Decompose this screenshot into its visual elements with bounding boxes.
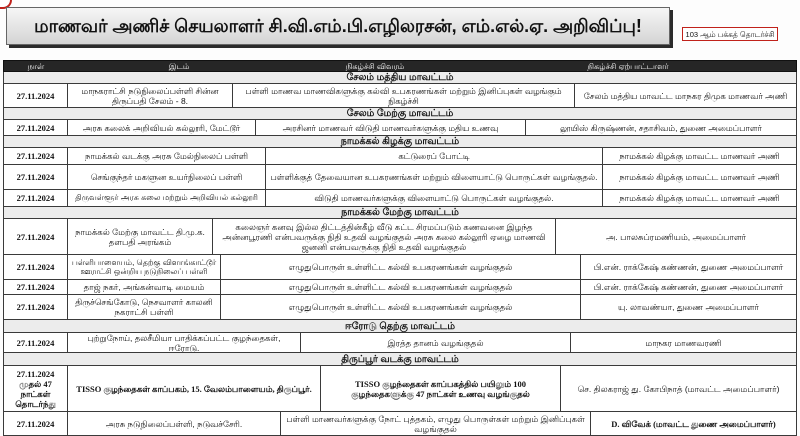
cell-organizer: D. விவேக் (மாவட்ட துணை அமைப்பாளர்) xyxy=(611,418,776,429)
cell-event: கலைஞர் கனவு இல்ல திட்டத்தின்கீழ் வீடு கட்ட சிரமப்படும் கணவனை இழந்த அன்னபூரணி என்பவருக்கு நிதி உதவி வழங்குதல் அரசு கலை கல்லூரி ஏழை மாணவி ஜனனி என்பவருக்கு நிதி உதவி வழங்குதல் xyxy=(213,219,556,254)
table-row xyxy=(3,412,797,436)
table-row xyxy=(3,333,797,353)
cell-organizer: பி.என். ராக்கேஷ் கண்ணன், துணை அமைப்பாளர் xyxy=(593,262,784,272)
cell-place: நாமக்கல் வடக்கு அரசு மேல்நிலைப் பள்ளி xyxy=(68,148,266,164)
district-heading: நாமக்கல் கிழக்கு மாவட்டம் xyxy=(3,136,797,148)
table-row xyxy=(3,219,797,255)
cell-place: செங்குந்தர் மகளுன உயர்நிலைப் பள்ளி xyxy=(68,165,266,189)
cell-event: பள்ளிக்குத் தேவையான உபகரணங்கள் மற்றும் விளையாட்டு பொருட்கள் வழங்குதல். xyxy=(266,165,603,189)
cell-place: புற்றுநோய், தலசீமியா பாதிக்கப்பட்ட குழந்தைகள், ஈரோடு. xyxy=(68,333,301,352)
announcement-banner xyxy=(6,7,670,45)
cell-event: TISSO குழந்தைகள் காப்பகத்தில் பயிலும் 100 குழந்தைகளுக்கு 47 நாட்கள் உணவு வழங்குதல் xyxy=(321,366,561,411)
cell-place: பள்ளிபாளையம், தெற்கு விளாங்காட்டூர் ஊராட்சி ஒன்றிய நடுநிலைப் பள்ளி xyxy=(68,255,221,279)
cell-date: 27.11.2024 முதல் 47 நாட்கள் தொடர்ந்து xyxy=(4,366,68,411)
district-heading: நாமக்கல் மேற்கு மாவட்டம் xyxy=(3,207,797,219)
cell-event: எழுதுபொருள் உள்ளிட்ட கல்வி உபகரணங்கள் வழங்குதல் xyxy=(221,280,581,294)
cell-place: திருவள்ளூர் அரசு கலை மற்றும் அறிவியல் கல்லூரி xyxy=(68,190,266,206)
cell-date: 27.11.2024 xyxy=(4,412,68,435)
cell-organizer: செ. திலகராஜ் து. கோபிநாத் (மாவட்ட அமைப்பாளர்) xyxy=(577,383,780,394)
cell-place: TISSO குழந்தைகள் காப்பகம், 15. வேலம்பாளையம், திருப்பூர். xyxy=(68,366,321,411)
cell-place: அரசு நடுநிலைப்பள்ளி, நடுவச்சேரி. xyxy=(68,412,281,435)
cell-organizer: லூயிஸ் கிருஷ்ணன், சதாசிவம், துணை அமைப்பாளர் xyxy=(560,122,762,133)
cell-event: எழுதுபொருள் உள்ளிட்ட கல்வி உபகரணங்கள் வழங்குதல் xyxy=(221,255,581,279)
cell-event: அரசினர் மாணவர் விடுதி மாணவர்களுக்கு மதிய உணவு xyxy=(256,120,526,135)
cell-event: விடுதி மாணவர்களுக்கு விளையாட்டு பொருட்கள் வழங்குதல். xyxy=(266,190,603,206)
cell-event: இரத்த தானம் வழங்குதல் xyxy=(301,333,571,352)
table-row xyxy=(3,190,797,207)
header-event: நிகழ்ச்சி விவரம் xyxy=(345,61,405,71)
cell-date: 27.11.2024 xyxy=(4,333,68,352)
header-place: இடம் xyxy=(168,61,190,71)
events-table xyxy=(3,60,797,436)
table-row xyxy=(3,295,797,320)
district-heading: சேலம் மேற்கு மாவட்டம் xyxy=(3,108,797,120)
table-row xyxy=(3,148,797,165)
cell-organizer: நாமக்கல் கிழக்கு மாவட்ட மாணவர் அணி xyxy=(619,151,780,161)
cell-date: 27.11.2024 xyxy=(4,295,68,319)
cell-organizer: சேலம் மத்திய மாவட்ட மாநகர திமுக மாணவர் அணி xyxy=(583,90,788,101)
cell-date: 27.11.2024 xyxy=(4,255,68,279)
table-row xyxy=(3,366,797,412)
cell-date: 27.11.2024 xyxy=(4,165,68,189)
cell-organizer: நாமக்கல் கிழக்கு மாவட்ட மாணவர் அணி xyxy=(619,193,780,203)
cell-date: 27.11.2024 xyxy=(4,84,68,107)
cell-event: கட்டுரைப் போட்டி xyxy=(266,148,603,164)
table-row xyxy=(3,280,797,295)
cell-organizer: மாநகர மாணவரணி xyxy=(645,337,722,348)
header-date: நாள் xyxy=(27,61,45,71)
table-row xyxy=(3,165,797,190)
cell-date: 27.11.2024 xyxy=(4,280,68,294)
cell-organizer: பி.என். ராக்கேஷ் கண்ணன், துணை அமைப்பாளர் xyxy=(593,282,784,292)
cell-place: நாமக்கல் மேற்கு மாவட்ட தி.மு.க. தளபதி அரங்கம் xyxy=(68,219,213,254)
cell-event: பள்ளி மாணவர்களுக்கு நோட் புத்தகம், எழுது பொருள்கள் மற்றும் இனிப்புகள் வழங்குதல் xyxy=(281,412,591,435)
table-row xyxy=(3,120,797,136)
cell-event: பள்ளி மாணவ மாணவிகளுக்கு கல்வி உபகரணங்கள் மற்றும் இனிப்புகள் வழங்கும் நிகழ்ச்சி xyxy=(233,84,575,107)
district-heading: ஈரோடு தெற்கு மாவட்டம் xyxy=(3,320,797,333)
cell-organizer: யு. லாவண்யா, துணை அமைப்பாளர் xyxy=(617,302,760,312)
cell-organizer: அ. பாலசுப்ரமணியம், அமைப்பாளர் xyxy=(605,231,747,242)
table-row xyxy=(3,84,797,108)
cell-place: திருச்செங்கோடு, நெசவாளர் காலனி நகராட்சி பள்ளி xyxy=(68,295,221,319)
announcement-title: மாணவர் அணிச் செயலாளர் சி.வி.எம்.பி.எழிலரசன், எம்.எல்.ஏ. அறிவிப்பு! xyxy=(34,16,642,36)
table-row xyxy=(3,255,797,280)
cell-date: 27.11.2024 xyxy=(4,219,68,254)
cell-place: அரசு கலைக் அறிவியல் கல்லூரி, மேட்டூர் xyxy=(68,120,256,135)
district-heading: சேலம் மத்திய மாவட்டம் xyxy=(3,72,797,84)
cell-organizer: நாமக்கல் கிழக்கு மாவட்ட மாணவர் அணி xyxy=(619,172,780,182)
cell-date: 27.11.2024 xyxy=(4,148,68,164)
cell-place: மாநகராட்சி நடுநிலைப்பள்ளி சின்ன திருப்பதி சேலம் - 8. xyxy=(68,84,233,107)
district-heading: திருப்பூர் வடக்கு மாவட்டம் xyxy=(3,353,797,366)
header-organizer: நிகழ்ச்சி ஏற்பாட்டாளர் xyxy=(587,61,669,71)
cell-date: 27.11.2024 xyxy=(4,190,68,206)
cell-date: 27.11.2024 xyxy=(4,120,68,135)
cell-place: தாஜ் நகர், அங்கன்வாடி மையம் xyxy=(68,280,221,294)
page-continuation-note: 103 ஆம் பக்கத் தொடர்ச்சி xyxy=(682,27,778,41)
table-header-row xyxy=(3,60,797,72)
cell-event: எழுதுபொருள் உள்ளிட்ட கல்வி உபகரணங்கள் வழங்குதல் xyxy=(221,295,581,319)
